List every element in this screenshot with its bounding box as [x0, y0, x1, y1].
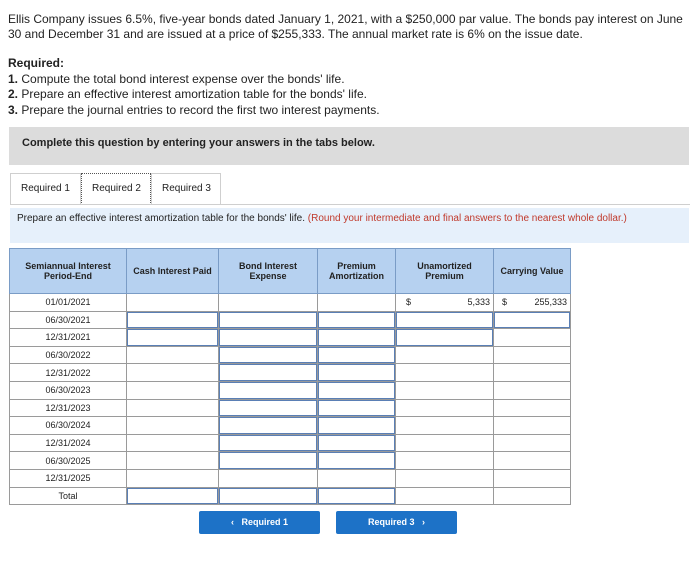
tab-required-3[interactable]: Required 3: [151, 173, 221, 205]
table-row: [10, 434, 571, 452]
cash-interest-cell: [127, 417, 219, 435]
prev-required-1-button[interactable]: [199, 511, 320, 534]
unamortized-premium-cell: [396, 399, 494, 417]
period-cell: 12/31/2023: [10, 399, 127, 417]
interest-expense-input[interactable]: [219, 434, 318, 452]
table-row: [10, 346, 571, 364]
premium-amortization-input[interactable]: [318, 381, 396, 399]
tab-required-2[interactable]: Required 2: [81, 173, 151, 205]
premium-amortization-input[interactable]: [318, 434, 396, 452]
header-carrying-value: Carrying Value: [494, 249, 571, 294]
period-cell: 12/31/2022: [10, 364, 127, 382]
cash-interest-cell: [127, 364, 219, 382]
cash-interest-cell: [127, 381, 219, 399]
total-cash-interest-input[interactable]: [127, 487, 219, 505]
interest-expense-input[interactable]: [219, 417, 318, 435]
table-row-total: [10, 487, 571, 505]
required-item-3: 3. Prepare the journal entries to record the first two interest payments.: [8, 102, 380, 117]
table-row: [10, 294, 571, 312]
unamortized-premium-cell: [396, 364, 494, 382]
tab-instruction: [10, 208, 689, 243]
table-row: [10, 311, 571, 329]
unamortized-premium-cell: [396, 469, 494, 487]
period-cell: 06/30/2025: [10, 452, 127, 470]
carrying-value-cell: [494, 452, 571, 470]
cash-interest-input[interactable]: [127, 329, 219, 347]
premium-amortization-input[interactable]: [318, 311, 396, 329]
chevron-left-icon: ‹: [230, 517, 234, 527]
interest-expense-input[interactable]: [219, 329, 318, 347]
interest-expense-input[interactable]: [219, 381, 318, 399]
table-row: [10, 417, 571, 435]
table-row: [10, 452, 571, 470]
period-cell: 06/30/2022: [10, 346, 127, 364]
carrying-value-cell: [494, 346, 571, 364]
premium-amortization-cell: [318, 469, 396, 487]
period-cell: 12/31/2021: [10, 329, 127, 347]
table-row: [10, 381, 571, 399]
carrying-value-cell: [494, 469, 571, 487]
unamortized-premium-cell: [396, 346, 494, 364]
interest-expense-cell: [219, 469, 318, 487]
period-cell: 06/30/2023: [10, 381, 127, 399]
next-button-label: Required 3: [367, 517, 415, 527]
required-item-1: 1. Compute the total bond interest expense over the bonds' life.: [8, 71, 345, 86]
instructions-banner: Complete this question by entering your answers in the tabs below.: [9, 127, 689, 165]
header-unamortized-premium: Unamortized Premium: [396, 249, 494, 294]
carrying-value-cell: [494, 329, 571, 347]
tab-bar: [10, 173, 221, 205]
required-block: [8, 56, 380, 118]
cash-interest-cell: [127, 346, 219, 364]
carrying-value-cell: [494, 294, 571, 312]
table-row: [10, 469, 571, 487]
unamortized-premium-cell: [396, 434, 494, 452]
interest-expense-cell: [219, 294, 318, 312]
tab-divider: [10, 204, 690, 205]
chevron-right-icon: ›: [422, 517, 426, 527]
carrying-value-cell: [494, 381, 571, 399]
dollar-sign: $: [502, 297, 508, 307]
table-row: [10, 329, 571, 347]
unamortized-premium-input[interactable]: [396, 311, 494, 329]
period-cell: 06/30/2021: [10, 311, 127, 329]
period-cell: 01/01/2021: [10, 294, 127, 312]
header-cash-interest: Cash Interest Paid: [127, 249, 219, 294]
interest-expense-input[interactable]: [219, 452, 318, 470]
total-interest-expense-input[interactable]: [219, 487, 318, 505]
carrying-value-cell: [494, 399, 571, 417]
problem-text: Ellis Company issues 6.5%, five-year bonds dated January 1, 2021, with a $250,000 par value. The bonds pay interest on June 30 and December 31 and are issued at a price of $255,333. The annual market rate is 6% on the issue date.: [8, 12, 683, 41]
header-period: Semiannual Interest Period-End: [10, 249, 127, 294]
cash-interest-cell: [127, 294, 219, 312]
total-label: Total: [10, 487, 127, 505]
next-required-3-button[interactable]: [336, 511, 457, 534]
interest-expense-input[interactable]: [219, 364, 318, 382]
carrying-value-cell: [494, 417, 571, 435]
carrying-value-value: 255,333: [534, 297, 567, 307]
period-cell: 12/31/2024: [10, 434, 127, 452]
premium-amortization-input[interactable]: [318, 364, 396, 382]
unamortized-premium-cell: [396, 487, 494, 505]
problem-statement: [8, 12, 698, 42]
interest-expense-input[interactable]: [219, 311, 318, 329]
dollar-sign: $: [406, 297, 412, 307]
cash-interest-cell: [127, 434, 219, 452]
unamortized-premium-value: 5,333: [467, 297, 490, 307]
unamortized-premium-input[interactable]: [396, 329, 494, 347]
tab-required-1[interactable]: Required 1: [10, 173, 81, 205]
prev-button-label: Required 1: [241, 517, 289, 527]
unamortized-premium-cell: [396, 417, 494, 435]
amortization-table: [9, 248, 571, 505]
premium-amortization-input[interactable]: [318, 329, 396, 347]
interest-expense-input[interactable]: [219, 399, 318, 417]
period-cell: 12/31/2025: [10, 469, 127, 487]
carrying-value-cell: [494, 434, 571, 452]
premium-amortization-input[interactable]: [318, 452, 396, 470]
header-interest-expense: Bond Interest Expense: [219, 249, 318, 294]
required-heading: Required:: [8, 56, 65, 70]
premium-amortization-cell: [318, 294, 396, 312]
interest-expense-input[interactable]: [219, 346, 318, 364]
premium-amortization-input[interactable]: [318, 399, 396, 417]
instruction-main: Prepare an effective interest amortization table for the bonds' life.: [17, 213, 305, 224]
table-row: [10, 364, 571, 382]
carrying-value-cell: [494, 364, 571, 382]
carrying-value-cell: [494, 487, 571, 505]
period-cell: 06/30/2024: [10, 417, 127, 435]
table-header-row: [10, 249, 571, 294]
premium-amortization-input[interactable]: [318, 417, 396, 435]
unamortized-premium-cell: [396, 452, 494, 470]
unamortized-premium-cell: [396, 294, 494, 312]
unamortized-premium-cell: [396, 381, 494, 399]
table-row: [10, 399, 571, 417]
cash-interest-cell: [127, 452, 219, 470]
carrying-value-input[interactable]: [494, 311, 571, 329]
cash-interest-cell: [127, 469, 219, 487]
required-item-2: 2. Prepare an effective interest amortization table for the bonds' life.: [8, 87, 367, 101]
total-premium-amortization-input[interactable]: [318, 487, 396, 505]
cash-interest-cell: [127, 399, 219, 417]
instruction-note: (Round your intermediate and final answers to the nearest whole dollar.): [307, 213, 627, 224]
header-premium-amortization: Premium Amortization: [318, 249, 396, 294]
premium-amortization-input[interactable]: [318, 346, 396, 364]
cash-interest-input[interactable]: [127, 311, 219, 329]
